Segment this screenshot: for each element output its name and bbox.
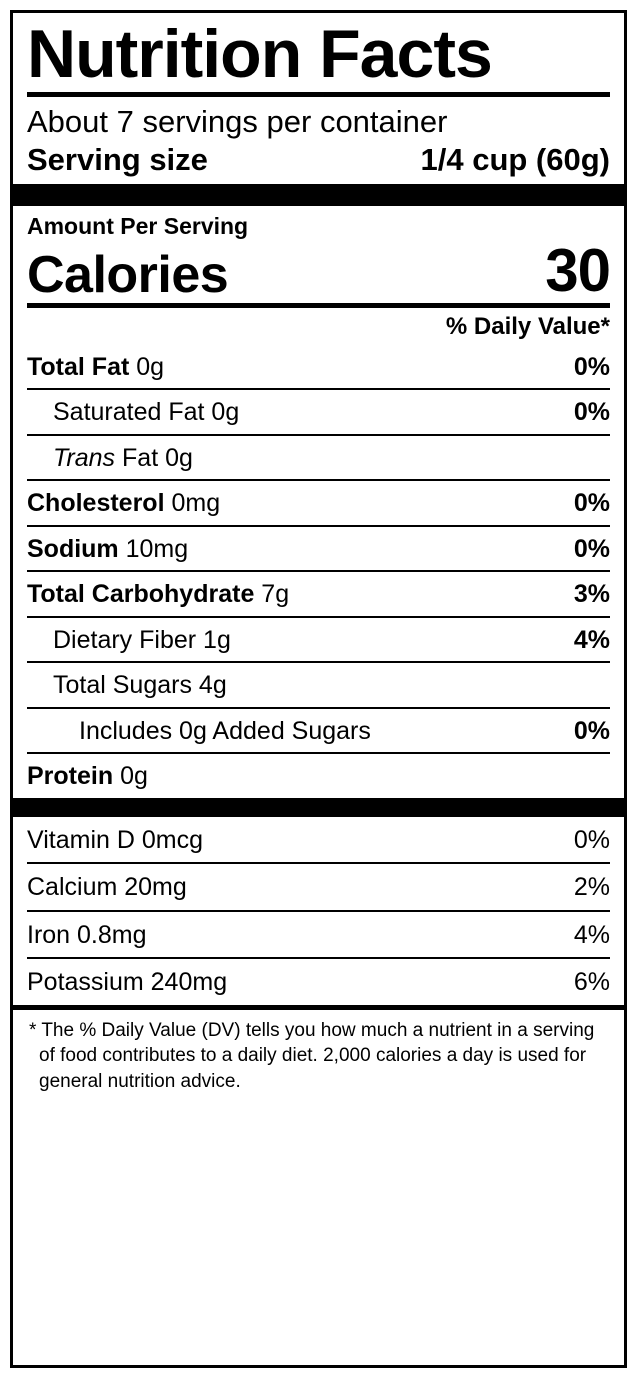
nutrient-name-rest: 0mg	[164, 489, 221, 518]
page-title: Nutrition Facts	[27, 16, 492, 92]
nutrient-name-rest: 0g	[113, 762, 148, 791]
nutrient-dv: 0%	[573, 489, 610, 518]
nutrient-row-total-sugars	[27, 663, 610, 709]
vitamin-dv: 0%	[573, 825, 610, 854]
serving-size-row	[27, 141, 610, 184]
nutrient-name-rest: 7g	[254, 580, 290, 609]
nutrient-rows	[27, 345, 610, 798]
nutrient-name: Dietary Fiber 1g	[53, 625, 231, 654]
divider-thick-top	[13, 184, 624, 206]
vitamin-name: Calcium 20mg	[27, 873, 187, 902]
vitamin-dv: 2%	[573, 873, 610, 902]
nutrient-name	[27, 442, 193, 475]
nutrient-name	[27, 351, 164, 384]
nutrient-row-cholesterol	[27, 481, 610, 527]
calories-section	[13, 206, 624, 798]
vitamins-section	[13, 817, 624, 1005]
calories-label: Calories	[27, 245, 229, 304]
calories-value: 30	[545, 236, 610, 304]
nutrient-name	[27, 578, 289, 611]
nutrient-dv: 0%	[573, 352, 610, 381]
nutrient-name-bold: Total Carbohydrate	[27, 580, 255, 609]
nutrient-name	[27, 533, 188, 566]
vitamin-row-vitamin-d	[27, 817, 610, 865]
nutrient-name-rest: 10mg	[118, 534, 189, 563]
nutrient-row-protein	[27, 754, 610, 798]
nutrient-name-bold: Protein	[27, 762, 114, 791]
serving-size-value: 1/4 cup (60g)	[420, 142, 610, 178]
vitamin-row-iron	[27, 912, 610, 960]
vitamin-row-calcium	[27, 864, 610, 912]
nutrient-row-dietary-fiber	[27, 618, 610, 664]
vitamin-name: Potassium 240mg	[27, 968, 228, 997]
nutrient-row-total-carbohydrate	[27, 572, 610, 618]
nutrient-name	[27, 487, 220, 520]
nutrient-name-bold: Sodium	[27, 534, 119, 563]
nutrient-row-saturated-fat	[27, 390, 610, 436]
amount-per-serving-label: Amount Per Serving	[27, 213, 249, 240]
nutrient-row-added-sugars	[27, 709, 610, 755]
nutrient-name-italic: Trans	[53, 443, 116, 472]
daily-value-footnote: * The % Daily Value (DV) tells you how much a nutrient in a serving of food contributes to a daily diet. 2,000 calories a day is used for general nutrition advice.	[29, 1019, 595, 1092]
nutrient-dv: 3%	[573, 580, 610, 609]
nutrient-name-bold: Total Fat	[27, 352, 130, 381]
vitamin-row-potassium	[27, 959, 610, 1005]
nutrient-dv: 4%	[573, 625, 610, 654]
nutrient-row-total-fat	[27, 345, 610, 391]
vitamin-dv: 4%	[573, 920, 610, 949]
nutrient-name: Saturated Fat 0g	[53, 398, 240, 427]
servings-per-container: About 7 servings per container	[27, 103, 448, 139]
nutrient-dv: 0%	[573, 534, 610, 563]
nutrient-dv: 0%	[573, 398, 610, 427]
vitamin-name: Iron 0.8mg	[27, 920, 147, 949]
nutrient-name: Total Sugars 4g	[53, 671, 227, 700]
nutrition-facts-label	[10, 10, 627, 1368]
vitamin-name: Vitamin D 0mcg	[27, 825, 203, 854]
nutrient-row-sodium	[27, 527, 610, 573]
daily-value-header: % Daily Value*	[445, 312, 610, 340]
nutrient-name-rest: 0g	[129, 352, 165, 381]
nutrient-name-bold: Cholesterol	[27, 489, 165, 518]
vitamin-dv: 6%	[573, 968, 610, 997]
nutrient-name-rest: Fat 0g	[122, 443, 193, 472]
nutrient-name	[27, 760, 148, 793]
nutrient-row-trans-fat	[27, 436, 610, 482]
calories-row	[27, 236, 610, 304]
nutrient-name: Includes 0g Added Sugars	[79, 716, 371, 745]
divider-thick-middle	[13, 798, 624, 817]
label-inner	[13, 16, 624, 184]
serving-size-label: Serving size	[27, 142, 208, 178]
nutrient-dv: 0%	[573, 716, 610, 745]
footnote-section	[13, 1010, 624, 1094]
